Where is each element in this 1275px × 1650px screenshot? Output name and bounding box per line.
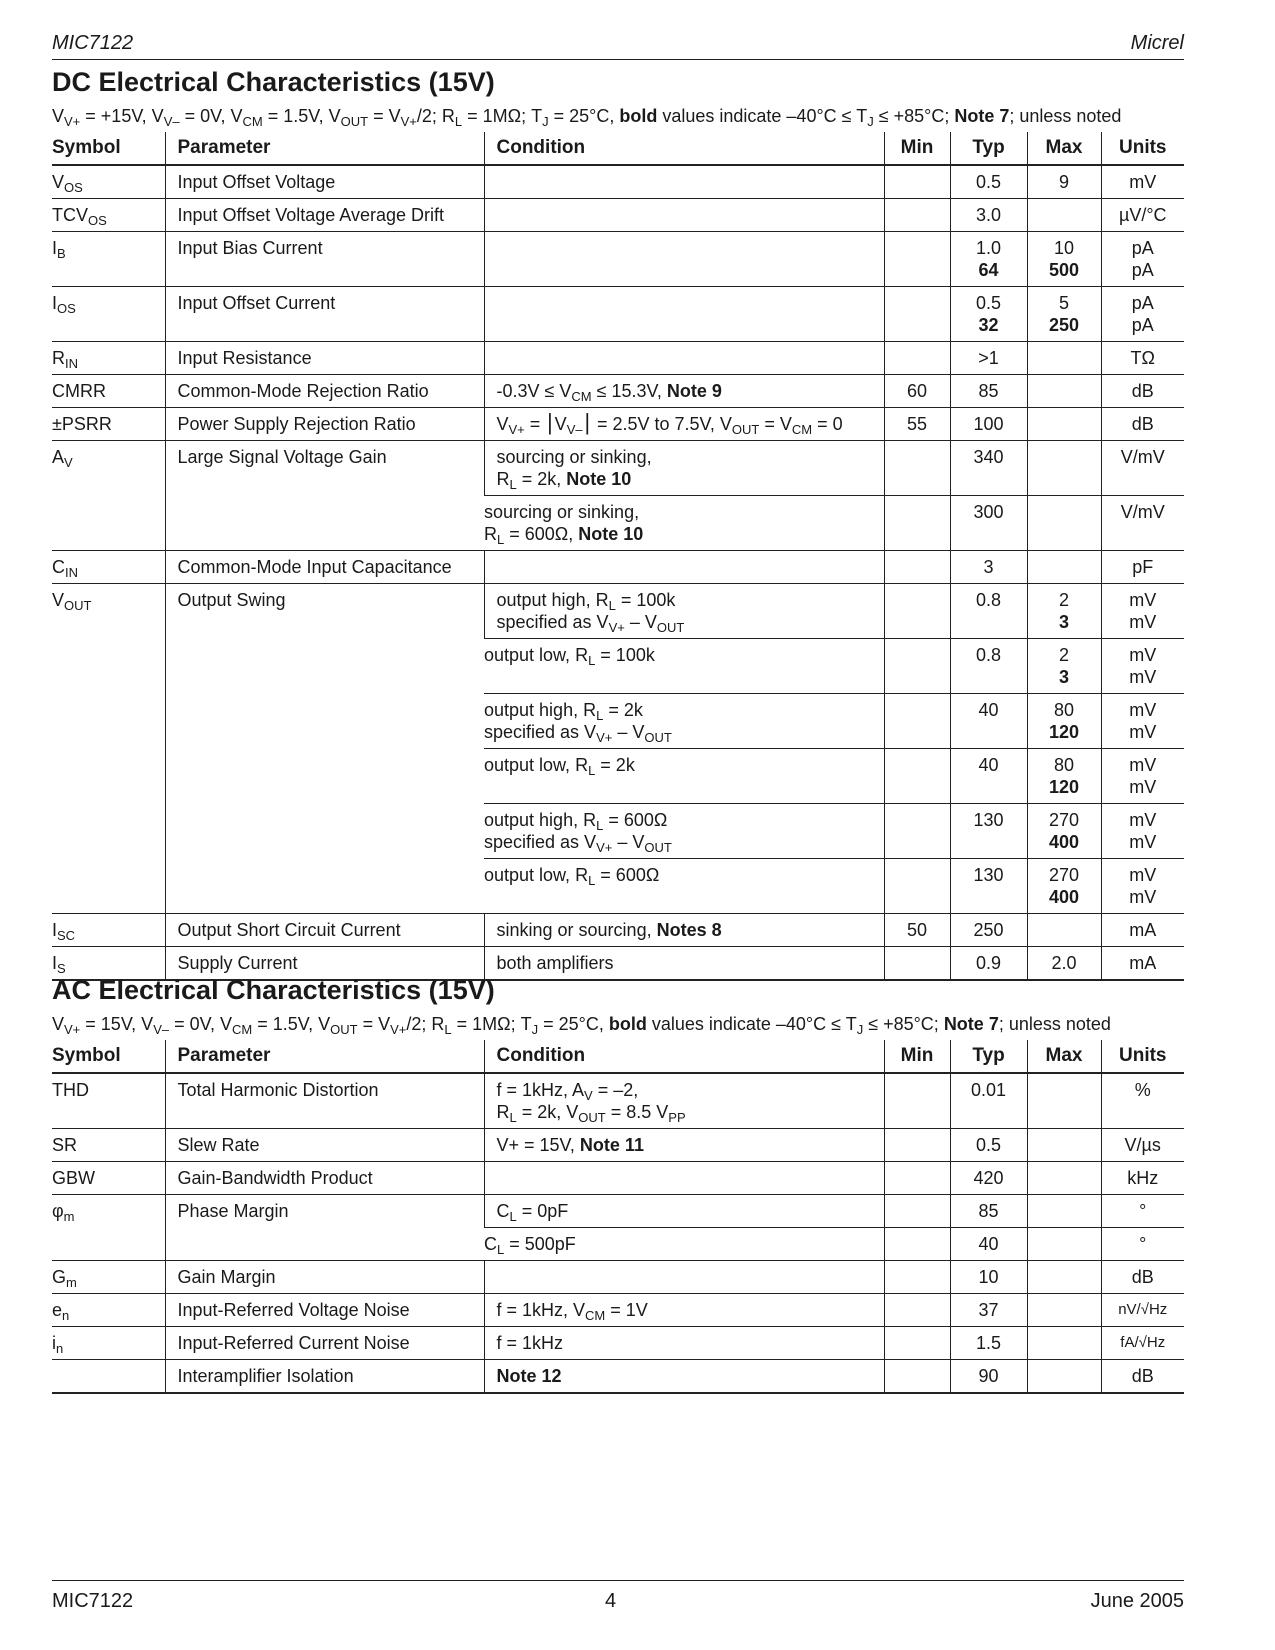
min-cell — [884, 639, 950, 694]
units-cell: mV mV — [1101, 694, 1184, 749]
parameter-cell: Input-Referred Current Noise — [165, 1327, 484, 1360]
parameter-cell: Output Swing — [165, 584, 484, 914]
typ-cell: 130 — [950, 804, 1027, 859]
max-cell — [1027, 496, 1101, 551]
parameter-cell: Common-Mode Rejection Ratio — [165, 375, 484, 408]
condition-cell: output low, $R_L = 600\Omega$ — [484, 859, 884, 914]
typ-cell: 1.5 — [950, 1327, 1027, 1360]
symbol-cell: GBW — [52, 1162, 165, 1195]
parameter-cell: Input Offset Current — [165, 287, 484, 342]
symbol-cell: $R_{IN}$ — [52, 342, 165, 375]
table-row — [52, 375, 1184, 408]
table-row — [52, 1073, 1184, 1129]
condition-cell: $-0.3V \le V_{CM} \le 15.3V$, Note 9 — [484, 375, 884, 408]
condition-cell: sourcing or sinking, $R_L = 600\Omega$, Note 10 — [484, 496, 884, 551]
min-cell — [884, 1228, 950, 1261]
symbol-cell: $V_{OUT}$ — [52, 584, 165, 914]
condition-cell — [484, 232, 884, 287]
min-cell — [884, 1294, 950, 1327]
table-row — [52, 584, 1184, 639]
parameter-cell: Common-Mode Input Capacitance — [165, 551, 484, 584]
max-cell — [1027, 199, 1101, 232]
min-cell — [884, 859, 950, 914]
typ-cell: 0.01 — [950, 1073, 1027, 1129]
table-row — [52, 1195, 1184, 1228]
dc-test-conditions: $V_{V+} = +15V$, $V_{V-} = 0V$, $V_{CM} = 1.5V$, $V_{OUT} = V_{V+}/2$; $R_L = 1M\Omega$; $T_J = 25^\circ C$, bold values indicate $-40^\circ C \le T_J \le +85^\circ C$; Note 7; unless noted — [52, 106, 1122, 129]
units-cell: mV mV — [1101, 749, 1184, 804]
header-part-number: MIC7122 — [52, 32, 134, 54]
min-cell — [884, 1162, 950, 1195]
max-cell — [1027, 1327, 1101, 1360]
condition-cell: $V_{V+}$ = $⎮V_{V-}⎮ = 2.5V$ to 7.5V, $V_{OUT} = V_{CM} = 0$ — [484, 408, 884, 441]
col-header-min: Min — [884, 132, 950, 165]
min-cell — [884, 496, 950, 551]
condition-cell: output low, $R_L = 100k$ — [484, 639, 884, 694]
typ-cell: 0.8 — [950, 639, 1027, 694]
max-cell: 9 — [1027, 165, 1101, 199]
symbol-cell: $I_B$ — [52, 232, 165, 287]
dc-spec-table — [52, 132, 1184, 981]
condition-cell: f = 1kHz, $A_V = -2$, $R_L = 2k$, $V_{OUT} = 8.5$ $V_{PP}$ — [484, 1073, 884, 1129]
parameter-cell: Input Offset Voltage Average Drift — [165, 199, 484, 232]
min-cell — [884, 584, 950, 639]
units-cell: pA pA — [1101, 232, 1184, 287]
condition-cell — [484, 342, 884, 375]
min-cell — [884, 804, 950, 859]
ac-test-conditions: $V_{V+} = 15V$, $V_{V-} = 0V$, $V_{CM} = 1.5V$, $V_{OUT} = V_{V+}/2$; $R_L = 1M\Omega$; $T_J = 25^\circ C$, bold values indicate $-40^\circ C \le T_J \le +85^\circ C$; Note 7; unless noted — [52, 1014, 1111, 1037]
table-row — [52, 199, 1184, 232]
symbol-cell: $I_{OS}$ — [52, 287, 165, 342]
min-cell: 50 — [884, 914, 950, 947]
units-cell: mV mV — [1101, 639, 1184, 694]
max-cell — [1027, 441, 1101, 496]
max-cell — [1027, 1129, 1101, 1162]
condition-cell: f = 1kHz, $V_{CM} = 1V$ — [484, 1294, 884, 1327]
typ-cell: 85 — [950, 1195, 1027, 1228]
header-company: Micrel — [1130, 32, 1184, 54]
units-cell: % — [1101, 1073, 1184, 1129]
typ-cell: 0.5 — [950, 1129, 1027, 1162]
min-cell — [884, 749, 950, 804]
condition-cell — [484, 287, 884, 342]
units-cell: dB — [1101, 408, 1184, 441]
condition-cell: f = 1kHz — [484, 1327, 884, 1360]
units-cell: mV — [1101, 165, 1184, 199]
units-cell: V/µs — [1101, 1129, 1184, 1162]
table-header-row — [52, 1040, 1184, 1073]
typ-cell: 0.5 32 — [950, 287, 1027, 342]
parameter-cell: Input Bias Current — [165, 232, 484, 287]
parameter-cell: Input Offset Voltage — [165, 165, 484, 199]
min-cell — [884, 1129, 950, 1162]
symbol-cell: CMRR — [52, 375, 165, 408]
max-cell — [1027, 1294, 1101, 1327]
condition-cell: output high, $R_L = 100k$ specified as $V_{V+} - V_{OUT}$ — [484, 584, 884, 639]
col-header-symbol: Symbol — [52, 1040, 165, 1073]
table-row — [52, 914, 1184, 947]
table-row — [52, 232, 1184, 287]
typ-cell: 3.0 — [950, 199, 1027, 232]
col-header-parameter: Parameter — [165, 1040, 484, 1073]
parameter-cell: Gain Margin — [165, 1261, 484, 1294]
min-cell — [884, 165, 950, 199]
min-cell — [884, 1360, 950, 1394]
condition-cell: $C_L = 0pF$ — [484, 1195, 884, 1228]
condition-cell: output high, $R_L = 600\Omega$ specified as $V_{V+} - V_{OUT}$ — [484, 804, 884, 859]
max-cell: 270 400 — [1027, 804, 1101, 859]
parameter-cell: Input-Referred Voltage Noise — [165, 1294, 484, 1327]
table-row — [52, 441, 1184, 496]
max-cell: 5 250 — [1027, 287, 1101, 342]
max-cell: 270 400 — [1027, 859, 1101, 914]
max-cell — [1027, 408, 1101, 441]
max-cell: 2 3 — [1027, 639, 1101, 694]
parameter-cell: Slew Rate — [165, 1129, 484, 1162]
typ-cell: 250 — [950, 914, 1027, 947]
min-cell — [884, 342, 950, 375]
condition-cell — [484, 1162, 884, 1195]
min-cell — [884, 441, 950, 496]
max-cell — [1027, 1195, 1101, 1228]
col-header-condition: Condition — [484, 132, 884, 165]
max-cell — [1027, 375, 1101, 408]
units-cell: mV mV — [1101, 804, 1184, 859]
typ-cell: 40 — [950, 694, 1027, 749]
table-row — [52, 1294, 1184, 1327]
col-header-max: Max — [1027, 132, 1101, 165]
typ-cell: 100 — [950, 408, 1027, 441]
table-row — [52, 1162, 1184, 1195]
symbol-cell — [52, 1360, 165, 1394]
units-cell: kHz — [1101, 1162, 1184, 1195]
typ-cell: 420 — [950, 1162, 1027, 1195]
units-cell: V/mV — [1101, 441, 1184, 496]
typ-cell: 90 — [950, 1360, 1027, 1394]
table-row — [52, 551, 1184, 584]
typ-cell: 40 — [950, 1228, 1027, 1261]
condition-cell: both amplifiers — [484, 947, 884, 981]
units-cell: fA/√Hz — [1101, 1327, 1184, 1360]
condition-cell: V+ = 15V, Note 11 — [484, 1129, 884, 1162]
parameter-cell: Total Harmonic Distortion — [165, 1073, 484, 1129]
max-cell — [1027, 1261, 1101, 1294]
ac-spec-table — [52, 1040, 1184, 1394]
min-cell — [884, 1261, 950, 1294]
footer-date: June 2005 — [1090, 1590, 1184, 1612]
typ-cell: 37 — [950, 1294, 1027, 1327]
min-cell — [884, 1327, 950, 1360]
min-cell — [884, 199, 950, 232]
condition-cell: $C_L = 500pF$ — [484, 1228, 884, 1261]
symbol-cell: $A_V$ — [52, 441, 165, 551]
units-cell: ° — [1101, 1195, 1184, 1228]
max-cell — [1027, 1228, 1101, 1261]
units-cell: ° — [1101, 1228, 1184, 1261]
symbol-cell: $i_n$ — [52, 1327, 165, 1360]
parameter-cell: Input Resistance — [165, 342, 484, 375]
typ-cell: >1 — [950, 342, 1027, 375]
parameter-cell: Output Short Circuit Current — [165, 914, 484, 947]
min-cell: 60 — [884, 375, 950, 408]
parameter-cell: Power Supply Rejection Ratio — [165, 408, 484, 441]
units-cell: µV/°C — [1101, 199, 1184, 232]
min-cell — [884, 232, 950, 287]
col-header-units: Units — [1101, 1040, 1184, 1073]
parameter-cell: Phase Margin — [165, 1195, 484, 1261]
condition-cell — [484, 551, 884, 584]
units-cell: pA pA — [1101, 287, 1184, 342]
max-cell — [1027, 1073, 1101, 1129]
max-cell — [1027, 1360, 1101, 1394]
footer-divider — [52, 1580, 1184, 1581]
max-cell — [1027, 342, 1101, 375]
col-header-max: Max — [1027, 1040, 1101, 1073]
parameter-cell: Interamplifier Isolation — [165, 1360, 484, 1394]
symbol-cell: $I_{SC}$ — [52, 914, 165, 947]
units-cell: mA — [1101, 947, 1184, 981]
symbol-cell: $V_{OS}$ — [52, 165, 165, 199]
footer-page-number: 4 — [605, 1590, 617, 1612]
condition-cell — [484, 165, 884, 199]
header-divider — [52, 59, 1184, 60]
symbol-cell: $G_m$ — [52, 1261, 165, 1294]
col-header-parameter: Parameter — [165, 132, 484, 165]
footer-part-number: MIC7122 — [52, 1590, 134, 1612]
units-cell: dB — [1101, 1360, 1184, 1394]
typ-cell: 1.0 64 — [950, 232, 1027, 287]
typ-cell: 0.9 — [950, 947, 1027, 981]
typ-cell: 340 — [950, 441, 1027, 496]
col-header-units: Units — [1101, 132, 1184, 165]
max-cell — [1027, 551, 1101, 584]
symbol-cell: SR — [52, 1129, 165, 1162]
typ-cell: 3 — [950, 551, 1027, 584]
table-header-row — [52, 132, 1184, 165]
symbol-cell: $C_{IN}$ — [52, 551, 165, 584]
symbol-cell: ±PSRR — [52, 408, 165, 441]
min-cell: 55 — [884, 408, 950, 441]
units-cell: TΩ — [1101, 342, 1184, 375]
typ-cell: 130 — [950, 859, 1027, 914]
units-cell: pF — [1101, 551, 1184, 584]
typ-cell: 300 — [950, 496, 1027, 551]
parameter-cell: Gain-Bandwidth Product — [165, 1162, 484, 1195]
table-row — [52, 287, 1184, 342]
table-row — [52, 1327, 1184, 1360]
typ-cell: 85 — [950, 375, 1027, 408]
min-cell — [884, 1195, 950, 1228]
max-cell: 80 120 — [1027, 694, 1101, 749]
parameter-cell: Large Signal Voltage Gain — [165, 441, 484, 551]
units-cell: mV mV — [1101, 584, 1184, 639]
col-header-min: Min — [884, 1040, 950, 1073]
min-cell — [884, 287, 950, 342]
col-header-typ: Typ — [950, 1040, 1027, 1073]
table-row — [52, 342, 1184, 375]
table-row — [52, 1129, 1184, 1162]
typ-cell: 0.8 — [950, 584, 1027, 639]
symbol-cell: THD — [52, 1073, 165, 1129]
condition-cell: output low, $R_L = 2k$ — [484, 749, 884, 804]
typ-cell: 0.5 — [950, 165, 1027, 199]
max-cell: 80 120 — [1027, 749, 1101, 804]
min-cell — [884, 694, 950, 749]
condition-cell: sinking or sourcing, Notes 8 — [484, 914, 884, 947]
units-cell: V/mV — [1101, 496, 1184, 551]
units-cell: mV mV — [1101, 859, 1184, 914]
units-cell: dB — [1101, 375, 1184, 408]
units-cell: dB — [1101, 1261, 1184, 1294]
max-cell: 2 3 — [1027, 584, 1101, 639]
condition-cell: sourcing or sinking, $R_L = 2k$, Note 10 — [484, 441, 884, 496]
table-row — [52, 1261, 1184, 1294]
min-cell — [884, 1073, 950, 1129]
ac-section-title: AC Electrical Characteristics (15V) — [52, 975, 495, 1005]
col-header-typ: Typ — [950, 132, 1027, 165]
min-cell — [884, 947, 950, 981]
col-header-symbol: Symbol — [52, 132, 165, 165]
typ-cell: 40 — [950, 749, 1027, 804]
min-cell — [884, 551, 950, 584]
col-header-condition: Condition — [484, 1040, 884, 1073]
condition-cell: Note 12 — [484, 1360, 884, 1394]
parameter-cell: Supply Current — [165, 947, 484, 981]
units-cell: nV/√Hz — [1101, 1294, 1184, 1327]
dc-section-title: DC Electrical Characteristics (15V) — [52, 67, 495, 97]
max-cell: 10 500 — [1027, 232, 1101, 287]
symbol-cell: $\varphi_m$ — [52, 1195, 165, 1261]
table-row — [52, 408, 1184, 441]
max-cell: 2.0 — [1027, 947, 1101, 981]
typ-cell: 10 — [950, 1261, 1027, 1294]
condition-cell — [484, 199, 884, 232]
condition-cell: output high, $R_L = 2k$ specified as $V_{V+} - V_{OUT}$ — [484, 694, 884, 749]
max-cell — [1027, 1162, 1101, 1195]
symbol-cell: $I_S$ — [52, 947, 165, 981]
table-row — [52, 1360, 1184, 1394]
units-cell: mA — [1101, 914, 1184, 947]
symbol-cell: $e_n$ — [52, 1294, 165, 1327]
table-row — [52, 165, 1184, 199]
condition-cell — [484, 1261, 884, 1294]
max-cell — [1027, 914, 1101, 947]
symbol-cell: $TCV_{OS}$ — [52, 199, 165, 232]
